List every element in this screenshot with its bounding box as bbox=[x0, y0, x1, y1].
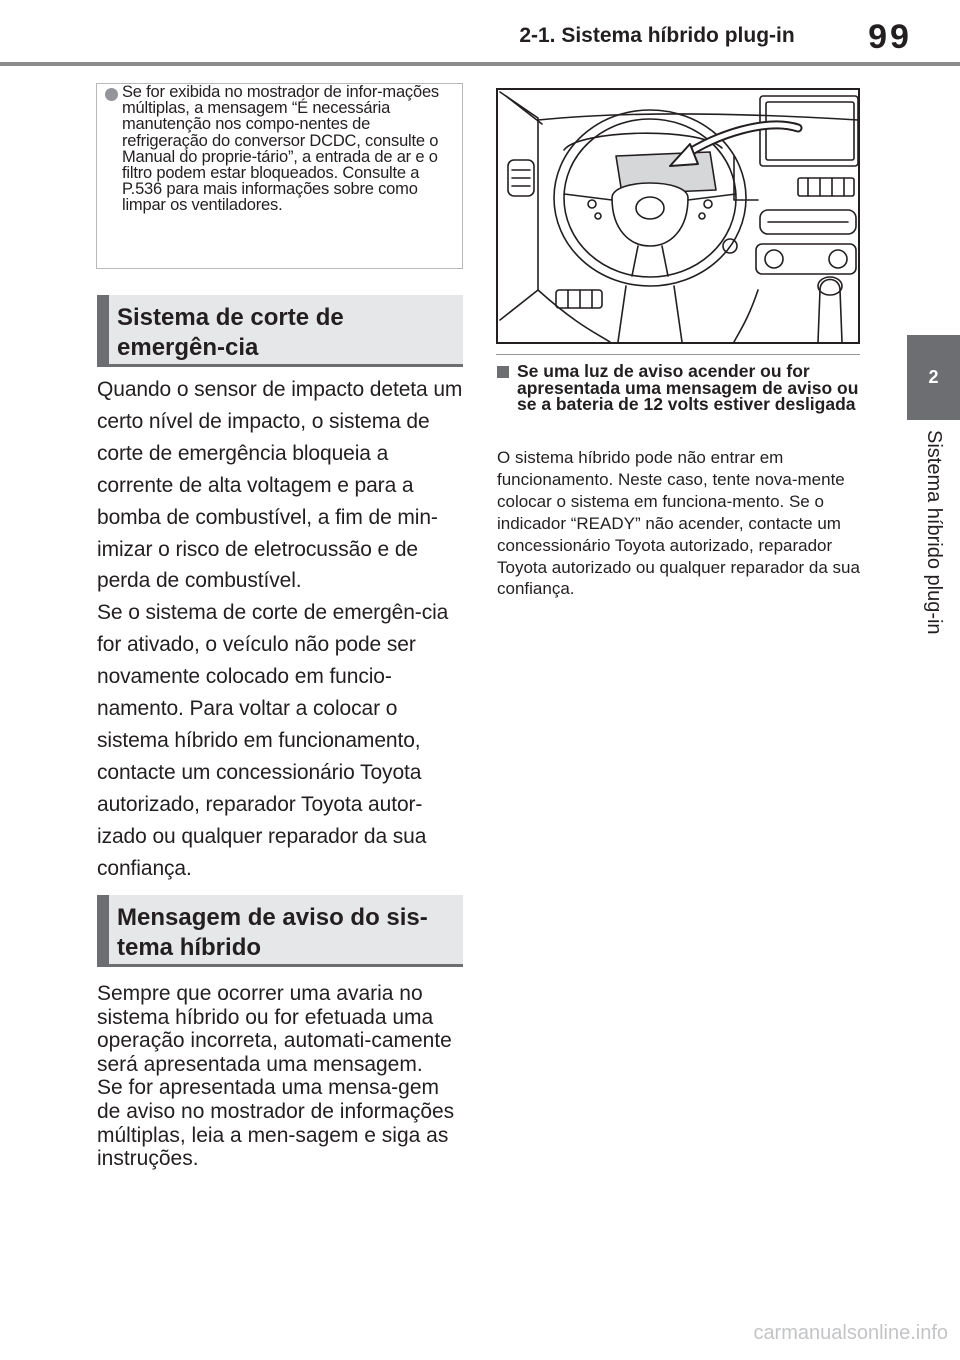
running-header: 2-1. Sistema híbrido plug-in bbox=[519, 24, 795, 47]
warning-message-body bbox=[97, 982, 467, 1171]
warning-message-paragraph-2: Se for apresentada uma mensa-gem de aviso no mostrador de informações múltiplas, leia a men-sagem e siga as instruções. bbox=[97, 1076, 455, 1171]
section-heading-warning-message: Mensagem de aviso do sis-tema híbrido bbox=[97, 895, 463, 967]
note-text: Se for exibida no mostrador de infor-mações múltiplas, a mensagem “É necessária manutenção nos compo-nentes de refrigeração do conversor DCDC, consulte o Manual do proprie-tário”, a entrada de ar e o filtro podem estar bloqueados. Consulte a P.536 para mais informações sobre como limpar os ventiladores. bbox=[122, 83, 439, 215]
warning-message-paragraph-1: Sempre que ocorrer uma avaria no sistema híbrido ou for efetuada uma operação incorreta, automati-camente será apresentada uma mensagem. bbox=[97, 982, 452, 1076]
note-box bbox=[96, 83, 463, 269]
steering-wheel-drawing bbox=[498, 90, 858, 342]
emergency-paragraph-1: Quando o sensor de impacto deteta um certo nível de impacto, o sistema de corte de emergência bloqueia a corrente de alta voltagem e para a bomba de combustível, a fim de min-imizar o risco de eletrocussão e de perda de combustível. bbox=[97, 378, 463, 593]
emergency-paragraph-2: Se o sistema de corte de emergên-cia for ativado, o veículo não pode ser novamente colocado em funcio-namento. Para voltar a colocar o sistema híbrido em funcionamento, contacte um concessionário Toyota autorizado, reparador Toyota autor-izado ou qualquer reparador da sua confiança. bbox=[97, 601, 449, 880]
dashboard-illustration bbox=[496, 88, 860, 344]
watermark: carmanualsonline.info bbox=[753, 1322, 948, 1344]
divider bbox=[496, 354, 860, 355]
section-heading-emergency: Sistema de corte de emergên-cia bbox=[97, 295, 463, 367]
emergency-body bbox=[97, 374, 467, 885]
header-rule bbox=[0, 62, 960, 66]
chapter-tab-number: 2 bbox=[907, 335, 960, 420]
warning-light-body bbox=[497, 447, 862, 600]
chapter-tab-title: Sistema híbrido plug-in bbox=[923, 430, 945, 635]
page-number: 99 bbox=[868, 18, 912, 56]
bullet-icon bbox=[105, 88, 118, 101]
warning-light-heading bbox=[497, 363, 862, 413]
warning-light-paragraph: O sistema híbrido pode não entrar em funcionamento. Neste caso, tente nova-mente colocar o sistema em funciona-mento. Se o indicador “READY” não acender, contacte um concessionário Toyota autorizado, reparador Toyota autorizado ou qualquer reparador da sua confiança. bbox=[497, 448, 860, 599]
warning-light-heading-text: Se uma luz de aviso acender ou for apresentada uma mensagem de aviso ou se a bateria de 12 volts estiver desligada bbox=[517, 361, 859, 414]
square-bullet-icon bbox=[497, 366, 509, 378]
chapter-tab bbox=[907, 420, 960, 720]
